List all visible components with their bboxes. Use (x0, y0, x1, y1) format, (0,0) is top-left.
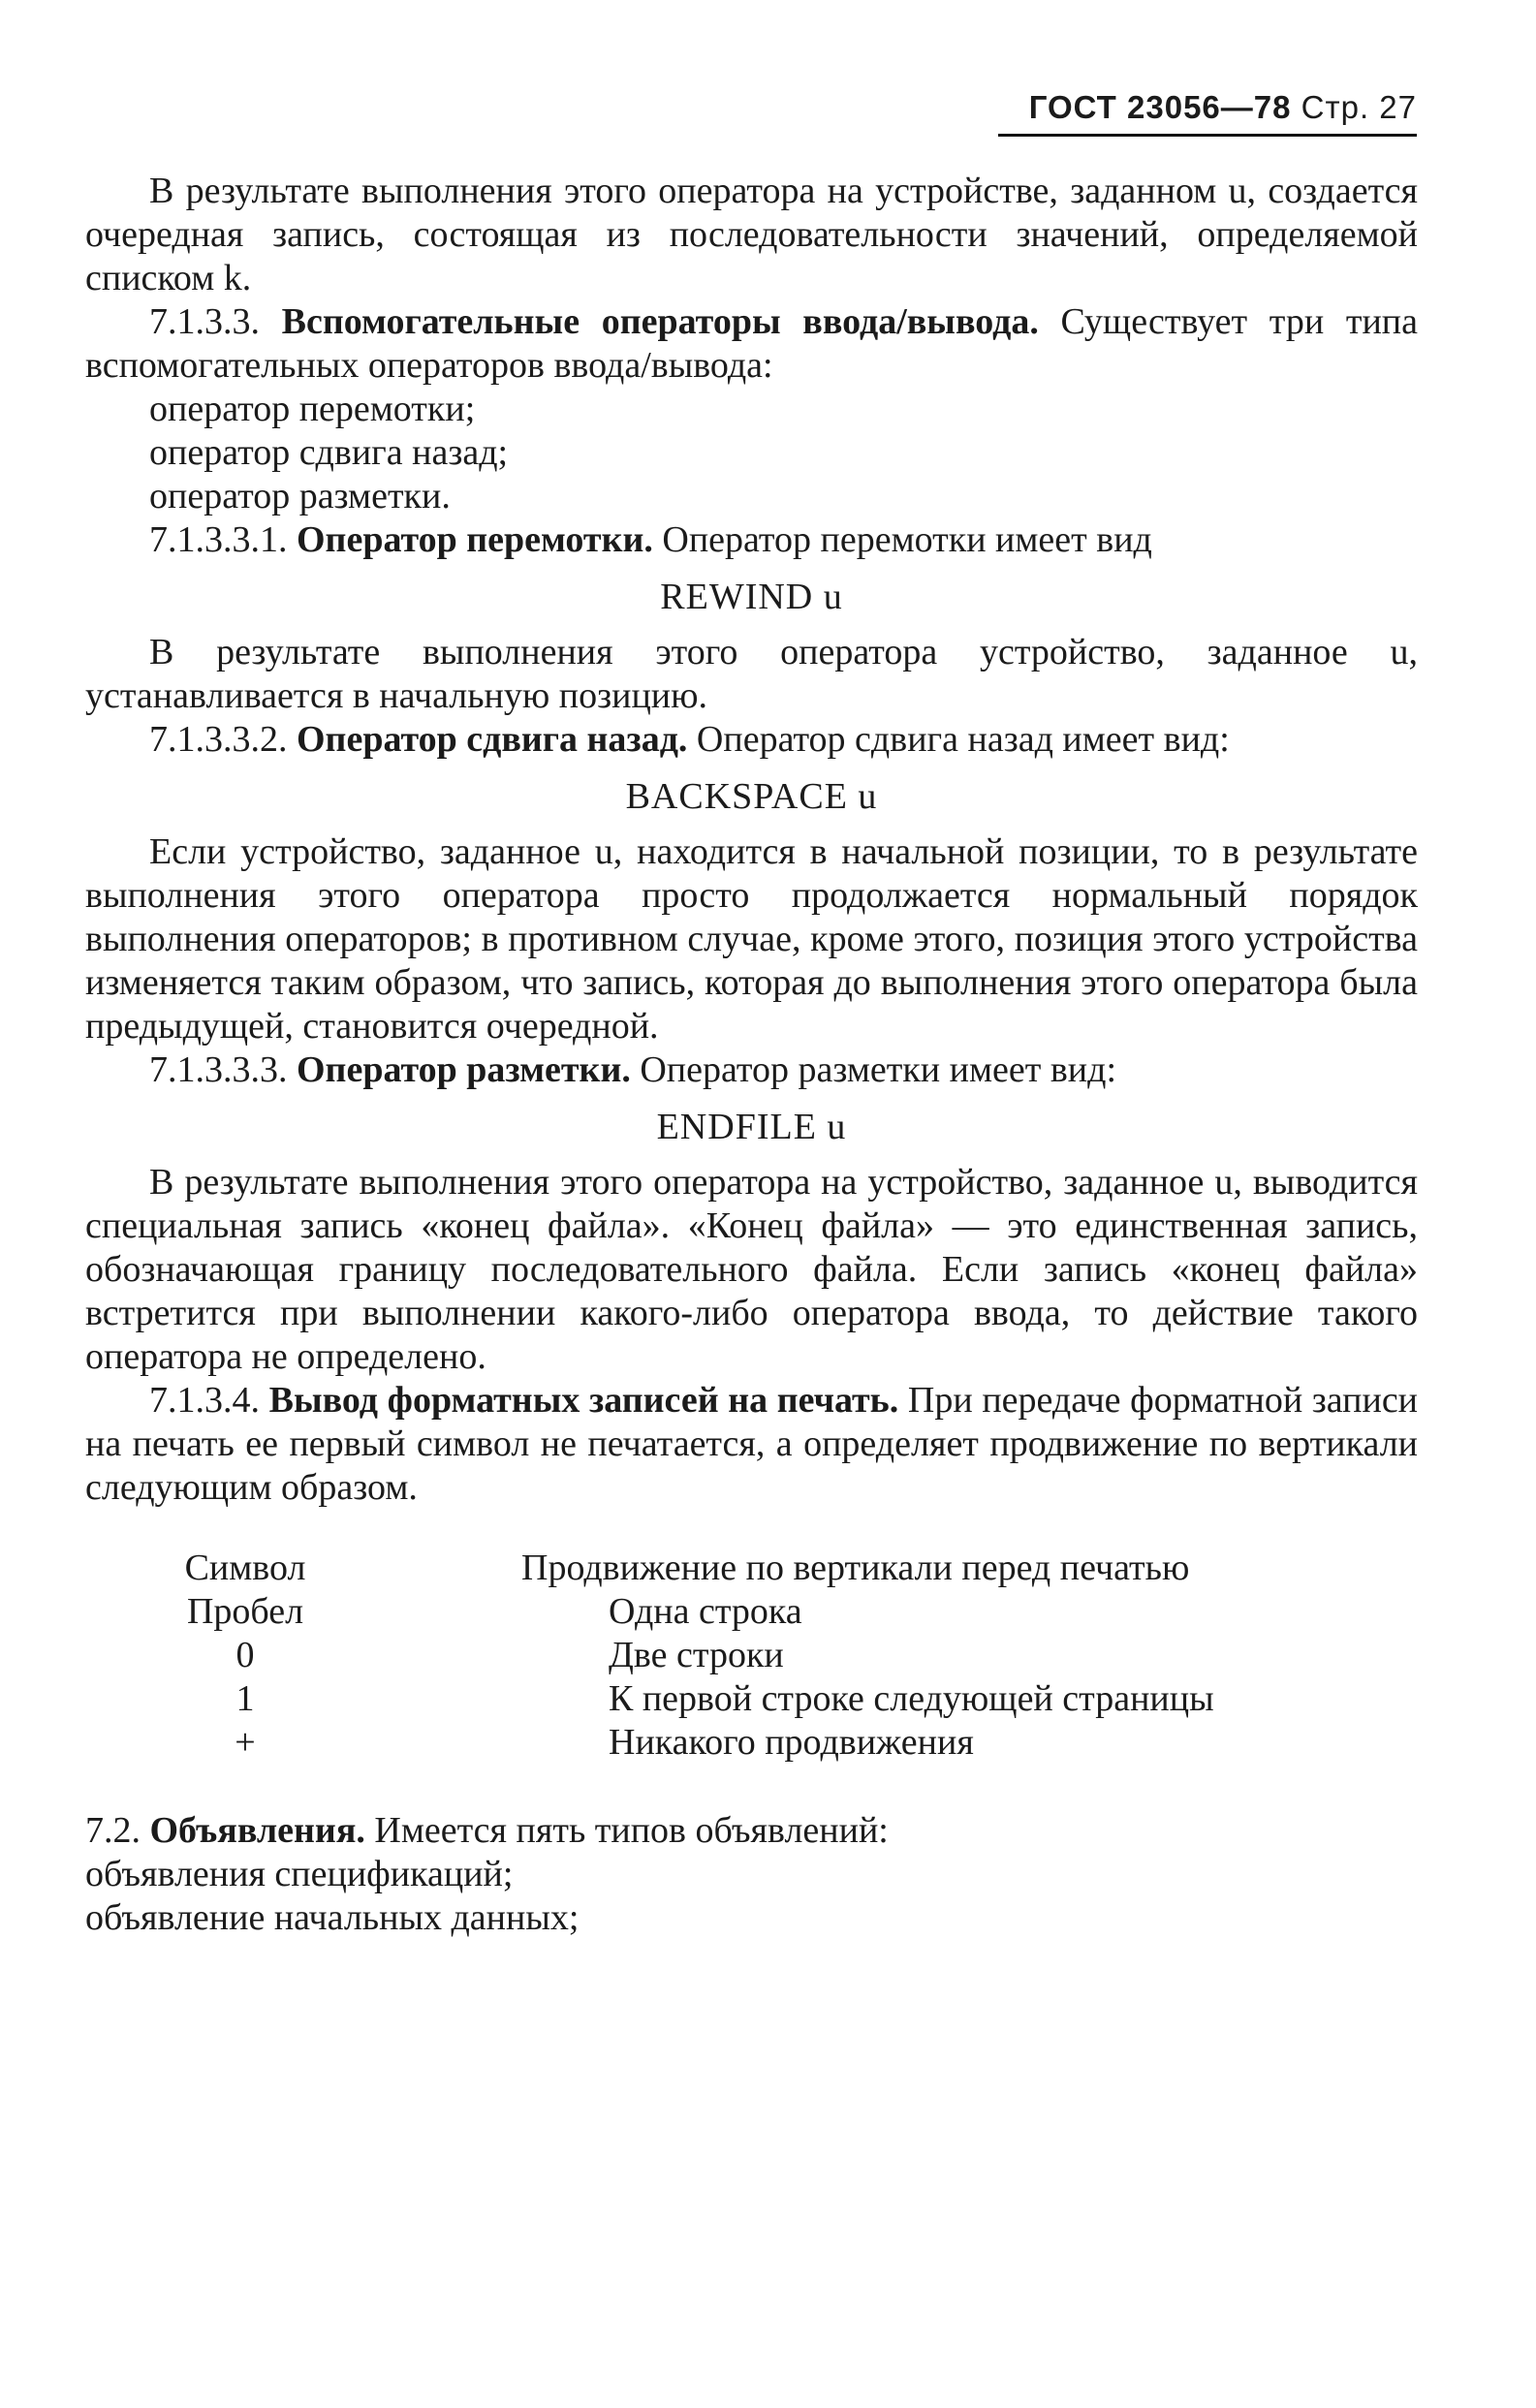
list-item: объявления спецификаций; (85, 1854, 514, 1894)
section-7-1-3-3-2 (85, 718, 1418, 762)
section-7-1-3-4 (85, 1379, 1418, 1510)
table-row (163, 1677, 1214, 1721)
column-gap (328, 1677, 609, 1721)
section-title: Оператор сдвига назад. (297, 719, 688, 760)
list-item: оператор разметки. (149, 476, 451, 516)
column-header-advance-cell (521, 1547, 1214, 1590)
section-text: Оператор сдвига назад имеет вид: (696, 719, 1230, 760)
column-header-symbol: Символ (184, 1548, 306, 1588)
spacer (85, 1510, 1418, 1547)
list-item: оператор перемотки; (149, 389, 476, 429)
section-text: Имеется пять типов объявлений: (374, 1810, 889, 1851)
section-text: Оператор разметки имеет вид: (640, 1049, 1117, 1090)
section-text: При передаче форматной записи на печать ее первый символ не печатается, а определяет продвижение по вертикали следующим образом. (85, 1380, 1419, 1508)
table-row (163, 1634, 1214, 1677)
backspace-statement: BACKSPACE u (625, 776, 878, 817)
advance-cell: К первой строке следующей страницы (609, 1678, 1214, 1719)
list-item: объявление начальных данных; (85, 1897, 580, 1938)
section-text: Существует три типа вспомогательных операторов ввода/вывода: (85, 301, 1418, 386)
column-gap (328, 1634, 609, 1677)
advance-cell: Две строки (609, 1635, 784, 1675)
page-content (85, 170, 1418, 1940)
column-gap (328, 1590, 609, 1634)
section-title: Оператор разметки. (297, 1049, 631, 1090)
section-title: Вывод форматных записей на печать. (268, 1380, 899, 1421)
list-item: оператор сдвига назад; (149, 432, 509, 473)
section-number: 7.1.3.3.3. (149, 1049, 288, 1090)
spacer (85, 1765, 1418, 1809)
symbol-cell: Пробел (186, 1591, 304, 1632)
section-number: 7.2. (85, 1810, 141, 1851)
table-header-row (163, 1547, 1214, 1590)
column-gap (328, 1721, 609, 1765)
symbol-cell: + (235, 1722, 256, 1763)
section-title: Вспомогательные операторы ввода/вывода. (281, 301, 1039, 342)
paragraph-output-result: В результате выполнения этого оператора на устройстве, заданном u, создается очередная запись, состоящая из последовательности значений, определяемой списком k. (85, 171, 1418, 298)
section-number: 7.1.3.3. (149, 301, 260, 342)
section-7-1-3-3-1 (85, 518, 1418, 562)
symbol-cell: 1 (235, 1678, 255, 1719)
paragraph-endfile-result: В результате выполнения этого оператора на устройство, заданное u, выводится специальная запись «конец файла». «Конец файла» — это единственная запись, обозначающая границу последовательного файла. Если запись «конец файла» встретится при выполнении какого-либо оператора ввода, то действие такого оператора не определено. (85, 1162, 1418, 1377)
section-7-1-3-3 (85, 300, 1418, 388)
rewind-statement: REWIND u (660, 577, 843, 617)
table-row (163, 1721, 1214, 1765)
paragraph-backspace-result: Если устройство, заданное u, находится в начальной позиции, то в результате выполнения этого оператора просто продолжается нормальный порядок выполнения операторов; в противном случае, кроме этого, позиция этого устройства изменяется таким образом, что запись, которая до выполнения этого оператора была предыдущей, становится очередной. (85, 831, 1418, 1047)
section-text: Оператор перемотки имеет вид (662, 519, 1152, 560)
paragraph-rewind-result: В результате выполнения этого оператора устройство, заданное u, устанавливается в начальную позицию. (85, 632, 1418, 716)
standard-code: ГОСТ 23056—78 (1028, 89, 1292, 125)
section-7-2 (85, 1809, 1418, 1853)
carriage-control-table (163, 1547, 1214, 1765)
advance-cell: Никакого продвижения (609, 1722, 974, 1763)
section-number: 7.1.3.3.2. (149, 719, 288, 760)
section-title: Оператор перемотки. (297, 519, 653, 560)
section-number: 7.1.3.4. (149, 1380, 260, 1421)
section-title: Объявления. (149, 1810, 365, 1851)
section-number: 7.1.3.3.1. (149, 519, 288, 560)
column-header-advance: Продвижение по вертикали перед печатью (521, 1548, 1190, 1588)
page-header (998, 89, 1417, 137)
page-number: Стр. 27 (1301, 89, 1417, 125)
table-row (163, 1590, 1214, 1634)
symbol-cell: 0 (235, 1635, 255, 1675)
advance-cell: Одна строка (609, 1591, 802, 1632)
section-7-1-3-3-3 (85, 1048, 1418, 1092)
endfile-statement: ENDFILE u (656, 1107, 847, 1147)
